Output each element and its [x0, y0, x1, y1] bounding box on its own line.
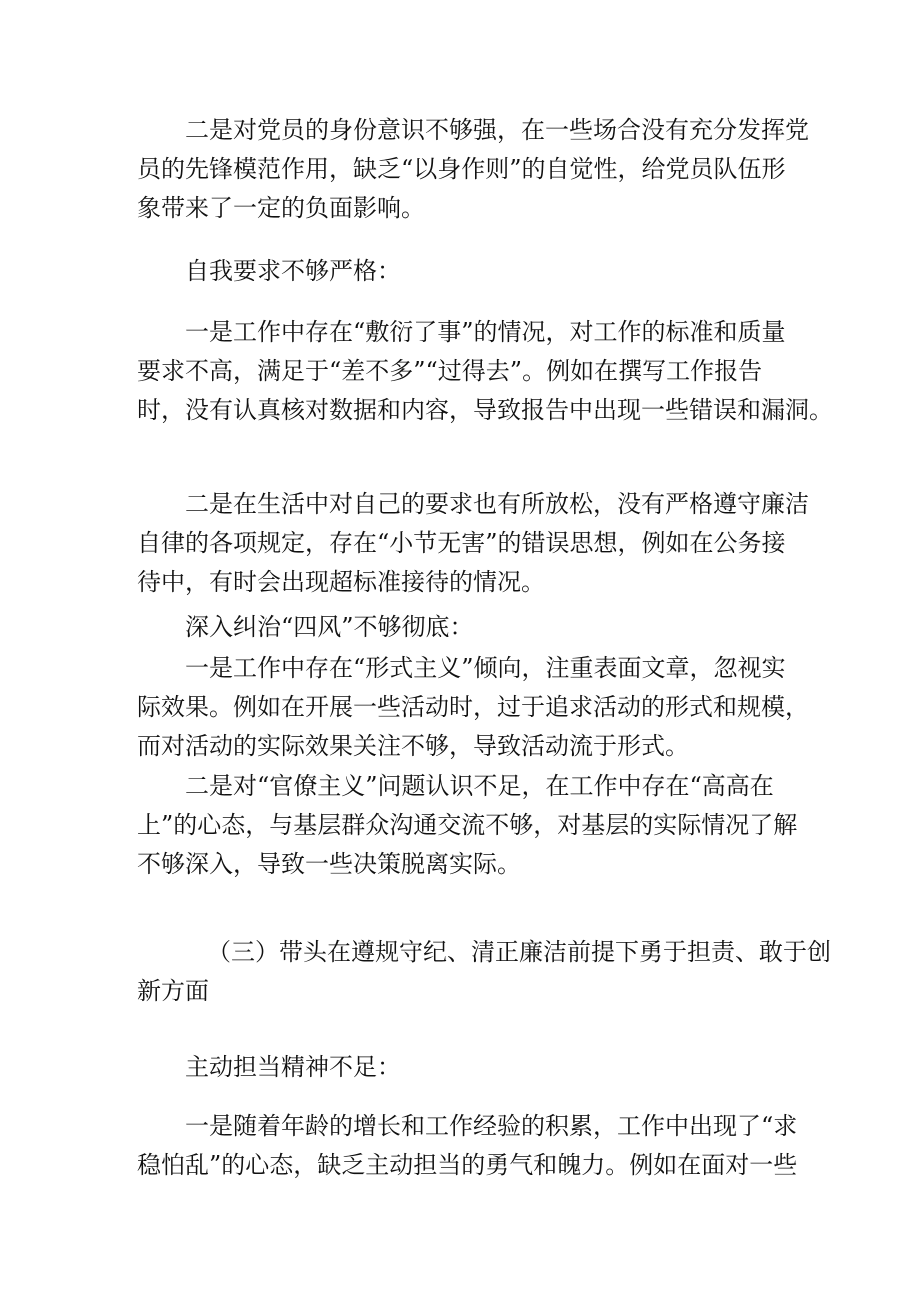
subheading-initiative	[137, 1048, 797, 1087]
text-line: 而对活动的实际效果关注不够，导致活动流于形式。	[137, 732, 689, 760]
text-line: 一是随着年龄的增长和工作经验的积累，工作中出现了“求	[185, 1112, 798, 1140]
paragraph-party-member-awareness	[137, 111, 809, 228]
text-line: 一是工作中存在“敷衍了事”的情况，对工作的标准和质量	[185, 318, 786, 346]
paragraph-bureaucratism	[137, 767, 797, 884]
text-line: 自我要求不够严格：	[185, 257, 401, 285]
subheading-four-winds	[137, 608, 797, 647]
paragraph-seeking-stability	[137, 1107, 797, 1185]
text-line: 一是工作中存在“形式主义”倾向，注重表面文章，忽视实	[185, 654, 786, 682]
text-line: 二是在生活中对自己的要求也有所放松，没有严格遵守廉洁	[185, 490, 809, 518]
paragraph-perfunctory-work	[137, 313, 833, 430]
text-line: 要求不高，满足于“差不多”“过得去”。例如在撰写工作报告	[137, 357, 763, 385]
text-line: 待中，有时会出现超标准接待的情况。	[137, 568, 545, 596]
text-line: 员的先锋模范作用，缺乏“以身作则”的自觉性，给党员队伍形	[137, 155, 786, 183]
text-line: 际效果。例如在开展一些活动时，过于追求活动的形式和规模，	[137, 693, 809, 721]
text-line: 象带来了一定的负面影响。	[137, 194, 425, 222]
text-line: 不够深入，导致一些决策脱离实际。	[137, 850, 521, 878]
paragraph-lax-life-discipline	[137, 485, 809, 602]
text-line: 主动担当精神不足：	[185, 1053, 401, 1081]
text-line: 新方面	[137, 977, 209, 1005]
text-line: 稳怕乱”的心态，缺乏主动担当的勇气和魄力。例如在面对一些	[137, 1151, 798, 1179]
subheading-self-requirements	[137, 252, 797, 291]
section-heading-three	[137, 933, 831, 1011]
text-line: 自律的各项规定，存在“小节无害”的错误思想，例如在公务接	[137, 529, 786, 557]
text-line: 时，没有认真核对数据和内容，导致报告中出现一些错误和漏洞。	[137, 396, 833, 424]
paragraph-formalism	[137, 649, 809, 766]
text-line: 二是对“官僚主义”问题认识不足，在工作中存在“高高在	[185, 772, 774, 800]
text-line: 二是对党员的身份意识不够强，在一些场合没有充分发挥党	[185, 116, 809, 144]
text-line: 上”的心态，与基层群众沟通交流不够，对基层的实际情况了解	[137, 811, 798, 839]
text-line: 深入纠治“四风”不够彻底：	[185, 613, 474, 641]
text-line: （三）带头在遵规守纪、清正廉洁前提下勇于担责、敢于创	[207, 938, 831, 966]
